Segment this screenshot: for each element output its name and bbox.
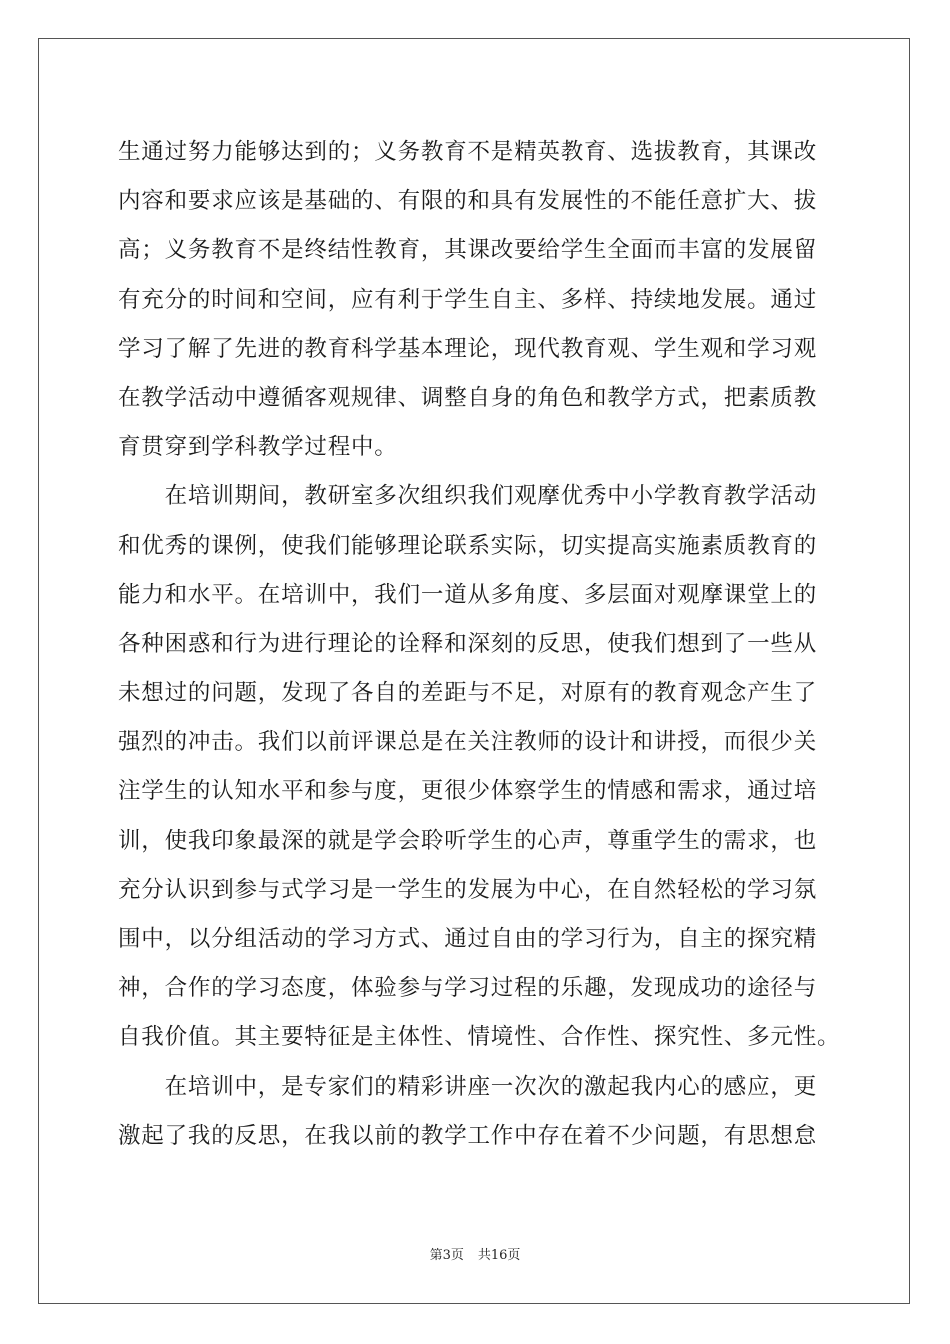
text-line: 未想过的问题，发现了各自的差距与不足，对原有的教育观念产生了: [118, 680, 818, 707]
text-line: 生通过努力能够达到的；义务教育不是精英教育、选拔教育，其课改: [118, 139, 818, 165]
text-line: 强烈的冲击。我们以前评课总是在关注教师的设计和讲授，而很少关: [118, 729, 818, 756]
text-line: 自我价值。其主要特征是主体性、情境性、合作性、探究性、多元性。: [118, 1024, 841, 1051]
text-line: 在培训中，是专家们的精彩讲座一次次的激起我内心的感应，更: [118, 1073, 818, 1100]
text-line: 训，使我印象最深的就是学会聆听学生的心声，尊重学生的需求，也: [118, 827, 818, 854]
text-line: 各种困惑和行为进行理论的诠释和深刻的反思，使我们想到了一些从: [118, 630, 818, 657]
text-line: 在培训期间，教研室多次组织我们观摩优秀中小学教育教学活动: [118, 483, 818, 510]
text-line: 和优秀的课例，使我们能够理论联系实际，切实提高实施素质教育的: [118, 532, 818, 559]
text-line: 充分认识到参与式学习是一学生的发展为中心，在自然轻松的学习氛: [118, 876, 818, 903]
text-line: 在教学活动中遵循客观规律、调整自身的角色和教学方式，把素质教: [118, 384, 818, 411]
text-line: 内容和要求应该是基础的、有限的和具有发展性的不能任意扩大、拔: [118, 188, 818, 215]
text-line: 神，合作的学习态度，体验参与学习过程的乐趣，发现成功的途径与: [118, 975, 818, 1002]
document-body: [118, 128, 841, 1161]
text-line: 激起了我的反思，在我以前的教学工作中存在着不少问题，有思想怠: [118, 1122, 818, 1149]
page-total: 共16页: [477, 1248, 521, 1263]
text-line: 育贯穿到学科教学过程中。: [118, 434, 398, 461]
text-line: 高；义务教育不是终结性教育，其课改要给学生全面而丰富的发展留: [118, 237, 818, 264]
text-line: 学习了解了先进的教育科学基本理论，现代教育观、学生观和学习观: [118, 335, 818, 362]
text-line: 有充分的时间和空间，应有利于学生自主、多样、持续地发展。通过: [118, 286, 818, 313]
text-line: 注学生的认知水平和参与度，更很少体察学生的情感和需求，通过培: [118, 778, 818, 805]
text-line: 围中，以分组活动的学习方式、通过自由的学习行为，自主的探究精: [118, 926, 818, 952]
text-line: 能力和水平。在培训中，我们一道从多角度、多层面对观摩课堂上的: [118, 581, 818, 608]
page-number: 第3页: [429, 1248, 464, 1263]
page-footer: [0, 1244, 950, 1263]
